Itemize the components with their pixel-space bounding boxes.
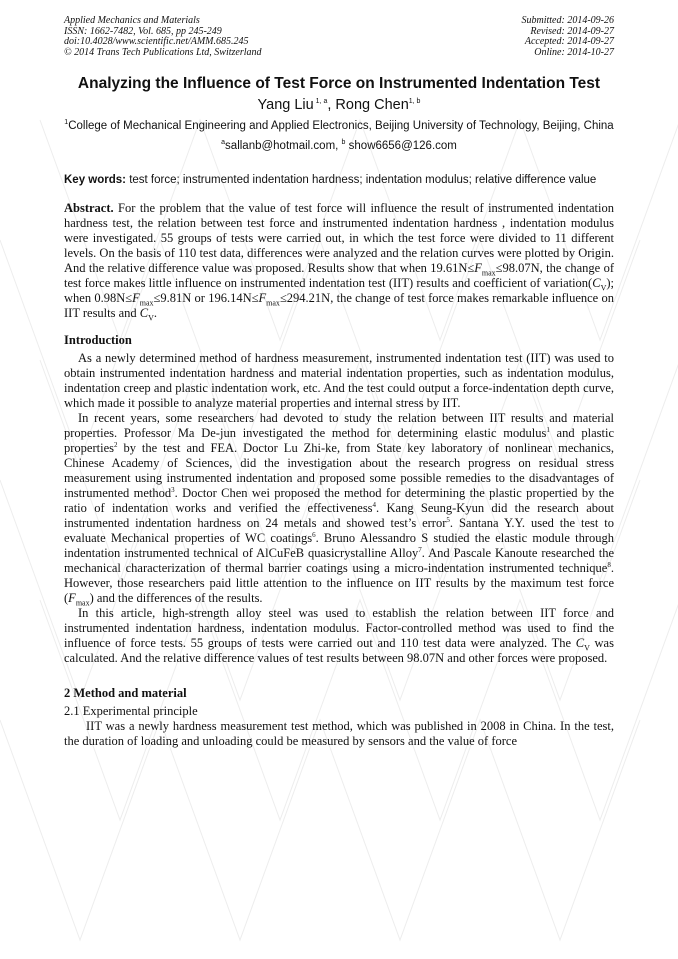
fmax-symbol: F [68, 590, 76, 605]
fmax-subscript: max [75, 598, 90, 607]
journal-header [64, 16, 614, 58]
abstract-text-3: ); when 0.98N≤ [64, 275, 614, 305]
fmax-subscript: max [266, 298, 280, 307]
email-b-mark: b [341, 139, 346, 147]
keywords [64, 173, 614, 188]
paper-title: Analyzing the Influence of Test Force on Instrumented Indentation Test [77, 75, 601, 92]
header-left [64, 16, 262, 58]
author-2-name: Rong Chen [335, 97, 409, 113]
author-1-affiliation-mark: 1, a [313, 98, 328, 106]
email-a: sallanb@hotmail.com, [225, 140, 342, 152]
intro-p3-text: In this article, high-strength alloy steel was used to establish the relation between IIT force and instrumented indentation hardness, indentation modulus. Factor-controlled method was used to find the influence of force tests. 55 groups of tests were carried out and 110 test data were analyzed. The [64, 605, 614, 650]
affiliation [64, 119, 614, 134]
author-separator: , [327, 97, 336, 113]
fmax-symbol: F [132, 290, 140, 305]
abstract-text-1: For the problem that the value of test force will influence the result of instrumented indentation hardness test, the relation between test force and instrumented indentation hardness , indentation modulus were investigated. 55 groups of tests were carried out, in which the test force were divided to 11 different levels. On the basis of 110 test data, differences were analyzed and the relation curves were plotted by Origin. And the relative difference value was proposed. Results show that when 19.61N≤ [64, 200, 614, 275]
citation-ref: 1 [546, 425, 550, 434]
email-b: show6656@126.com [345, 140, 457, 152]
journal-copyright: © 2014 Trans Tech Publications Ltd, Switzerland [64, 46, 262, 58]
date-submitted: Submitted: 2014-09-26 [521, 15, 614, 26]
citation-ref: 7 [418, 545, 422, 554]
citation-ref: 4 [372, 500, 377, 509]
abstract-label: Abstract. [64, 200, 114, 215]
abstract [64, 201, 614, 321]
cv-symbol: C [592, 275, 601, 290]
fmax-symbol: F [258, 290, 267, 305]
cv-subscript: V [600, 283, 607, 292]
abstract-text-4: ≤9.81N or 196.14N≤ [153, 290, 259, 305]
intro-p2-text: ) and the differences of the results. [89, 590, 263, 605]
intro-p2-text: . However, those researchers paid little attention to the influence on IIT results by the maximum test force ( [64, 560, 614, 605]
cv-subscript: V [148, 313, 154, 322]
citation-ref: 2 [113, 440, 118, 449]
intro-paragraph-2 [64, 411, 614, 606]
citation-ref: 3 [171, 485, 175, 494]
affiliation-text: College of Mechanical Engineering and Applied Electronics, Beijing University of Technology, Beijing, China [68, 120, 614, 132]
affiliation-mark: 1 [64, 119, 69, 127]
intro-p2-text: In recent years, some researchers had devoted to study the relation between IIT results and material properties. Professor Ma De-jun investigated the method for determining elastic modulus [64, 410, 614, 440]
fmax-subscript: max [481, 268, 496, 277]
date-accepted: Accepted: 2014-09-27 [524, 36, 614, 47]
cv-symbol: C [139, 305, 149, 320]
header-right [522, 16, 615, 58]
intro-p2-text: by the test and FEA. Doctor Lu Zhi-ke, from State key laboratory of nonlinear mechanics, Chinese Academy of Sciences, did the investigation about the research progress on residual stress measurement using instrumented indentation and proposed some possible remedies to the disadvantages of instrumented method [64, 440, 614, 500]
date-revised: Revised: 2014-09-27 [530, 25, 614, 37]
intro-p2-text: and plastic properties [64, 425, 614, 455]
author-line [64, 97, 614, 113]
citation-ref: 5 [446, 515, 450, 524]
author-2-affiliation-mark: 1, b [408, 98, 421, 106]
author-emails [64, 140, 614, 152]
author-1-name: Yang Liu [257, 97, 314, 113]
intro-p2-text: . Santana Y.Y. used the test to evaluate Mechanical properties of WC coatings [64, 515, 614, 545]
intro-p2-text: . Bruno Alessandro S studied the elastic module through indentation instrumented technical of AlCuFeB quasicrystalline Alloy [64, 530, 615, 560]
abstract-text-6: . [153, 305, 158, 320]
intro-p2-text: . Kang Seung-Kyun did the research about instrumented indentation hardness on 24 metals and showed test’s error [64, 500, 614, 530]
intro-paragraph-3 [64, 606, 614, 666]
email-a-mark: a [221, 139, 226, 147]
method-body [64, 719, 614, 749]
section-heading-method: 2 Method and material [64, 685, 187, 700]
journal-doi: doi:10.4028/www.scientific.net/AMM.685.245 [64, 36, 249, 47]
intro-p2-text: . And Pascale Kanoute researched the mechanical characterization of thermal barrier coatings using a micro-indentation instrumented technique [64, 545, 614, 575]
intro-paragraph-1: As a newly determined method of hardness measurement, instrumented indentation test (IIT) was used to obtain instrumented indentation hardness and material indentation properties, such as indentation modulus, indentation creep and plastic indentation work, etc. And the test could output a force-indentation depth curve, which made it possible to analyze material properties and internal stress by IIT. [64, 350, 614, 410]
subsection-heading-principle: 2.1 Experimental principle [64, 703, 198, 718]
intro-p3-text: was calculated. And the relative difference values of test results between 98.07N and other forces were proposed. [64, 635, 614, 665]
journal-issn: ISSN: 1662-7482, Vol. 685, pp 245-249 [64, 25, 222, 37]
citation-ref: 6 [312, 530, 316, 539]
intro-p2-text: . Doctor Chen wei proposed the method for determining the plastic propertied by the ratio of indentation works and verified the effectiveness [64, 485, 614, 515]
introduction-body [64, 351, 614, 666]
fmax-subscript: max [139, 298, 154, 307]
keywords-text: test force; instrumented indentation hardness; indentation modulus; relative difference value [126, 174, 597, 186]
journal-name: Applied Mechanics and Materials [64, 15, 200, 26]
abstract-text-2: ≤98.07N, the change of test force makes little influence on instrumented indentation test (IIT) results and coefficient of variation( [64, 260, 614, 290]
fmax-symbol: F [474, 260, 482, 275]
section-heading-introduction: Introduction [64, 332, 132, 347]
date-online: Online: 2014-10-27 [534, 46, 614, 58]
cv-subscript: V [584, 643, 590, 652]
citation-ref: 8 [607, 560, 611, 569]
method-paragraph-1: IIT was a newly hardness measurement test method, which was published in 2008 in China. In the test, the duration of loading and unloading could be measured by sensors and the value of force [64, 718, 614, 748]
abstract-text-5: ≤294.21N, the change of test force makes remarkable influence on IIT results and [64, 290, 614, 320]
cv-symbol: C [575, 635, 585, 650]
keywords-label: Key words: [64, 174, 126, 186]
